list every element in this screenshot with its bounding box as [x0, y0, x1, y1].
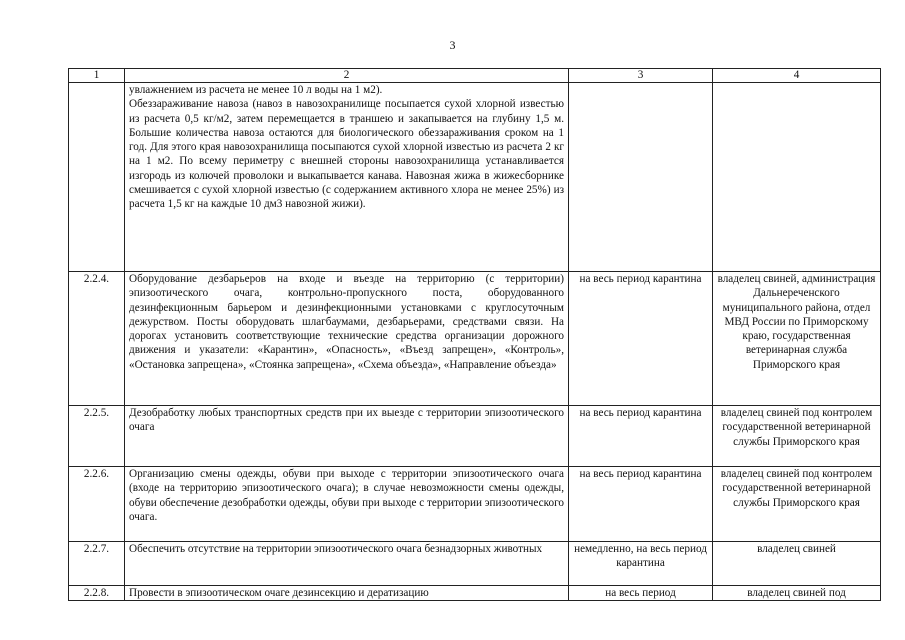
item-number: 2.2.7.: [69, 542, 125, 586]
table-row: [69, 467, 881, 542]
measure-paragraph: Обеззараживание навоза (навоз в навозохранилище посыпается сухой хлорной известью из расчета 0,5 кг/м2, затем перемещается в траншею и закапывается на глубину 1,5 м. Большие количества навоза остаются для биологического обеззараживания сроком на 1 год. Для этого края навозохранилища посыпаются сухой хлорной известью из расчета 2 кг на 1 м2. По всему периметру с внешней стороны навозохранилища устанавливается изгородь из колючей проволоки и выкапывается канава. Навозная жижа в жижесборнике смешивается с сухой хлорной известью (с содержанием активного хлора не менее 25%) из расчета 1,5 кг на каждые 10 дм3 навозной жижи).: [129, 98, 564, 211]
header-cell: 2: [125, 69, 569, 83]
responsible-text: [713, 83, 881, 272]
measure-paragraph: увлажнением из расчета не менее 10 л воды на 1 м2).: [129, 84, 383, 96]
term-text: на весь период карантина: [569, 467, 713, 542]
responsible-text: владелец свиней под контролем государственной ветеринарной службы Приморского края: [713, 406, 881, 467]
table-row: [69, 542, 881, 586]
term-text: [569, 83, 713, 272]
term-text: на весь период карантина: [569, 272, 713, 406]
responsible-text: владелец свиней: [713, 542, 881, 586]
term-text: на весь период карантина: [569, 406, 713, 467]
term-text: немедленно, на весь период карантина: [569, 542, 713, 586]
item-number: 2.2.5.: [69, 406, 125, 467]
header-cell: 3: [569, 69, 713, 83]
responsible-text: владелец свиней, администрация Дальнереченского муниципального района, отдел МВД России по Приморскому краю, государственная ветеринарная служба Приморского края: [713, 272, 881, 406]
table-row: [69, 406, 881, 467]
term-text: на весь период: [569, 586, 713, 601]
responsible-text: владелец свиней под контролем государственной ветеринарной службы Приморского края: [713, 467, 881, 542]
item-number: [69, 83, 125, 272]
table-header-row: [69, 69, 881, 83]
header-cell: 1: [69, 69, 125, 83]
item-number: 2.2.4.: [69, 272, 125, 406]
responsible-text: владелец свиней под: [713, 586, 881, 601]
table-row: [69, 83, 881, 272]
measures-table: [68, 68, 881, 601]
measure-text: Оборудование дезбарьеров на входе и въезде на территорию (с территории) эпизоотического очага, контрольно-пропускного поста, оборудованного дезинфекционным барьером и дезинфекционными установками с круглосуточным дежурством. Посты оборудовать шлагбаумами, дезбарьерами, средствами связи. На дорогах установить соответствующие технические средства организации дорожного движения и указатели: «Карантин», «Опасность», «Въезд запрещен», «Контроль», «Остановка запрещена», «Стоянка запрещена», «Схема объезда», «Направление объезда»: [125, 272, 569, 406]
measure-text: [125, 83, 569, 272]
table-row: [69, 586, 881, 601]
header-cell: 4: [713, 69, 881, 83]
measure-text: Дезобработку любых транспортных средств при их выезде с территории эпизоотического очага: [125, 406, 569, 467]
item-number: 2.2.6.: [69, 467, 125, 542]
measure-text: Провести в эпизоотическом очаге дезинсекцию и дератизацию: [125, 586, 569, 601]
measure-text: Обеспечить отсутствие на территории эпизоотического очага безнадзорных животных: [125, 542, 569, 586]
item-number: 2.2.8.: [69, 586, 125, 601]
measure-text: Организацию смены одежды, обуви при выходе с территории эпизоотического очага (входе на территорию эпизоотического очага); в случае невозможности смены одежды, обуви обеспечение дезобработки одежды, обуви при выходе с территории эпизоотического очага.: [125, 467, 569, 542]
table-row: [69, 272, 881, 406]
page-number: 3: [449, 38, 456, 52]
